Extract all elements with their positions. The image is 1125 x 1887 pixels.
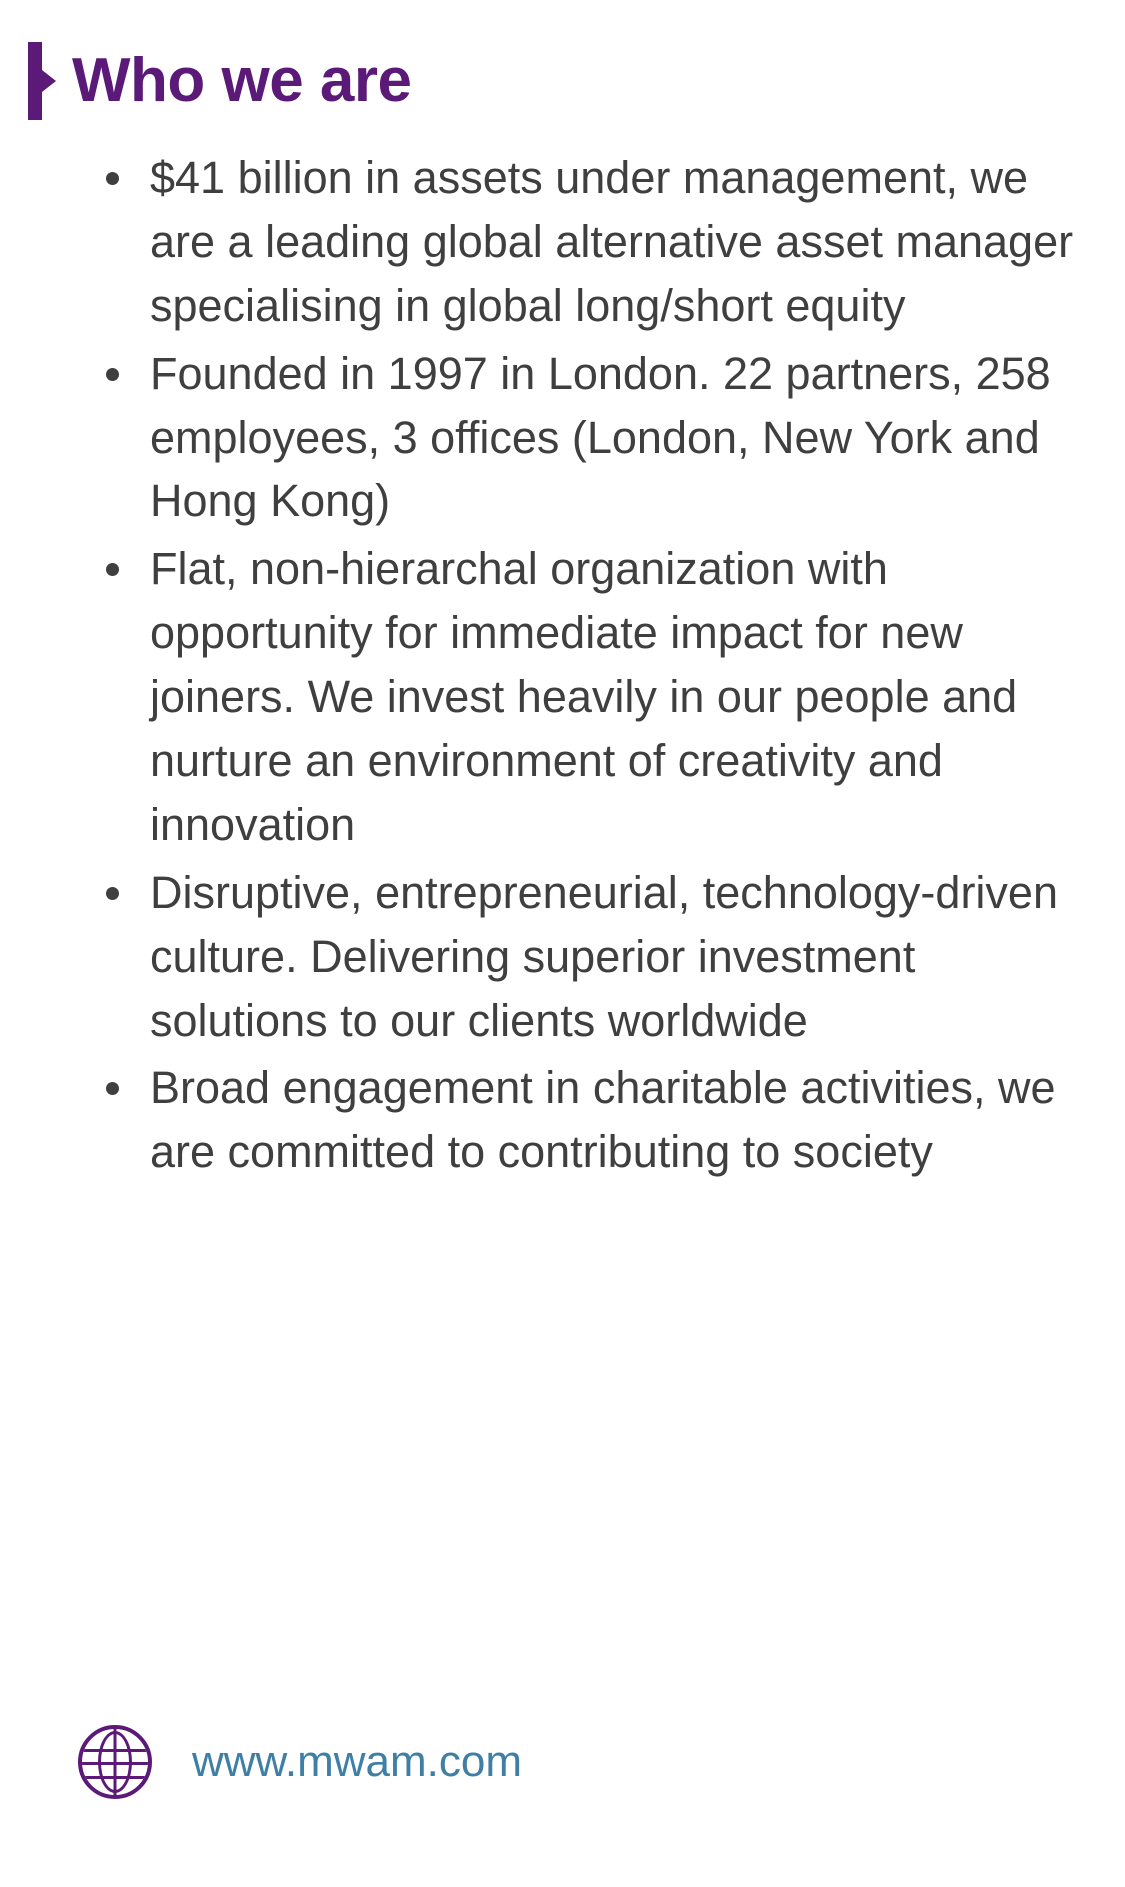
list-item-text: $41 billion in assets under management, we are a leading global alternative asset manager specialising in global long/short equity bbox=[150, 152, 1074, 331]
list-item bbox=[96, 342, 1085, 534]
list-item-text: Disruptive, entrepreneurial, technology-driven culture. Delivering superior investment solutions to our clients worldwide bbox=[150, 866, 1058, 1046]
list-item-text: Founded in 1997 in London. 22 partners, 258 employees, 3 offices (London, New York and Hong Kong) bbox=[150, 347, 1051, 527]
bullet-dot-icon bbox=[106, 172, 119, 185]
slide bbox=[0, 42, 1125, 1887]
bullet-dot-icon bbox=[106, 368, 119, 381]
bullet-dot-icon bbox=[106, 1082, 119, 1095]
bullet-dot-icon bbox=[106, 887, 119, 900]
list-item-text: Broad engagement in charitable activities, we are committed to contributing to society bbox=[150, 1062, 1056, 1178]
list-item bbox=[96, 1056, 1085, 1184]
bullet-list bbox=[0, 146, 1125, 1184]
bullet-dot-icon bbox=[106, 563, 119, 576]
title-text: Who we are bbox=[72, 46, 412, 115]
list-item-text: Flat, non-hierarchal organization with opportunity for immediate impact for new joiners. We invest heavily in our people and nurture an environment of creativity and innovation bbox=[150, 543, 1018, 850]
globe-icon bbox=[78, 1725, 152, 1799]
list-item bbox=[96, 146, 1085, 338]
footer bbox=[78, 1725, 522, 1799]
title-accent-marker bbox=[28, 42, 42, 120]
list-item bbox=[96, 537, 1085, 856]
website-link[interactable]: www.mwam.com bbox=[192, 1737, 523, 1786]
list-item bbox=[96, 861, 1085, 1053]
page-title bbox=[28, 42, 1125, 120]
